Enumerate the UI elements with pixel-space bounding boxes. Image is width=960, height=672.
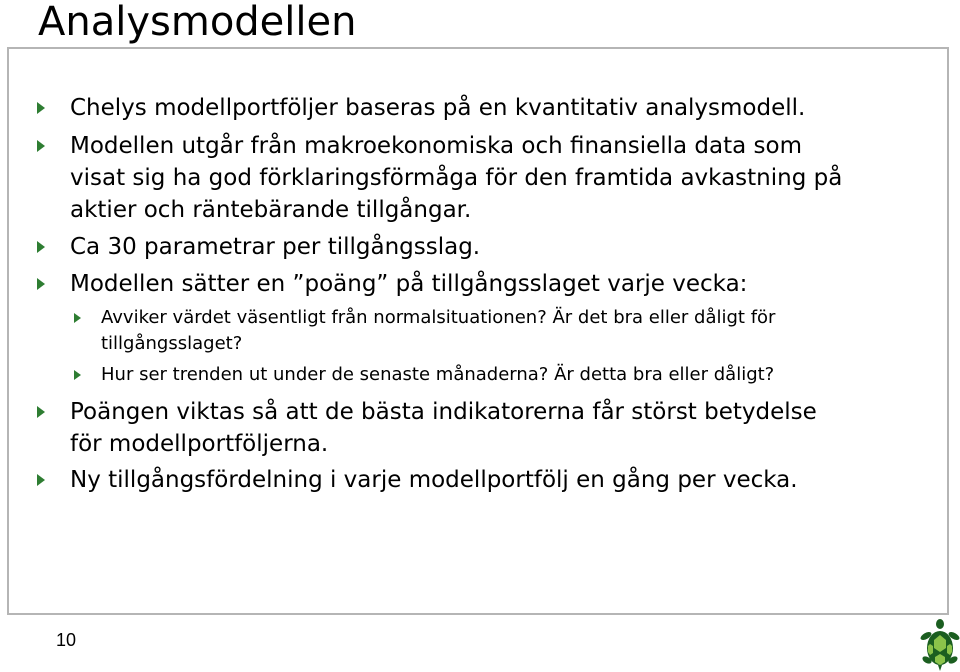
triangle-right-icon	[36, 277, 46, 291]
bullet-text: visat sig ha god förklaringsförmåga för den framtida avkastning på	[70, 165, 843, 191]
page-number: 10	[56, 630, 77, 650]
slide-title: Analysmodellen	[38, 0, 357, 45]
turtle-logo-icon	[920, 618, 960, 672]
bullet-text: Ny tillgångsfördelning i varje modellportfölj en gång per vecka.	[70, 467, 798, 493]
bullet-item	[70, 396, 817, 460]
bullet-text: Modellen utgår från makroekonomiska och finansiella data som	[70, 133, 803, 159]
triangle-right-icon	[36, 405, 46, 419]
sub-bullet-item	[101, 362, 774, 388]
triangle-right-icon	[36, 139, 46, 153]
bullet-item	[70, 92, 805, 124]
bullet-item	[70, 268, 747, 300]
triangle-right-icon	[36, 101, 46, 115]
bullet-item	[70, 231, 480, 263]
bullet-text: aktier och räntebärande tillgångar.	[70, 197, 472, 223]
bullet-text: Ca 30 parametrar per tillgångsslag.	[70, 234, 481, 260]
triangle-right-icon	[36, 240, 46, 254]
triangle-right-icon	[36, 473, 46, 487]
bullet-item	[70, 130, 842, 226]
bullet-text: Chelys modellportföljer baseras på en kvantitativ analysmodell.	[70, 95, 806, 121]
bullet-text: Poängen viktas så att de bästa indikatorerna får störst betydelse	[70, 399, 817, 425]
sub-bullet-text: Avviker värdet väsentligt från normalsituationen? Är det bra eller dåligt för	[101, 307, 776, 328]
sub-bullet-text: Hur ser trenden ut under de senaste månaderna? Är detta bra eller dåligt?	[101, 364, 775, 385]
triangle-right-icon	[73, 368, 83, 382]
bullet-item	[70, 464, 798, 496]
bullet-text: för modellportföljerna.	[70, 431, 329, 457]
bullet-text: Modellen sätter en ”poäng” på tillgångsslaget varje vecka:	[70, 271, 748, 297]
sub-bullet-text: tillgångsslaget?	[101, 333, 243, 354]
sub-bullet-item	[101, 305, 775, 357]
triangle-right-icon	[73, 311, 83, 325]
